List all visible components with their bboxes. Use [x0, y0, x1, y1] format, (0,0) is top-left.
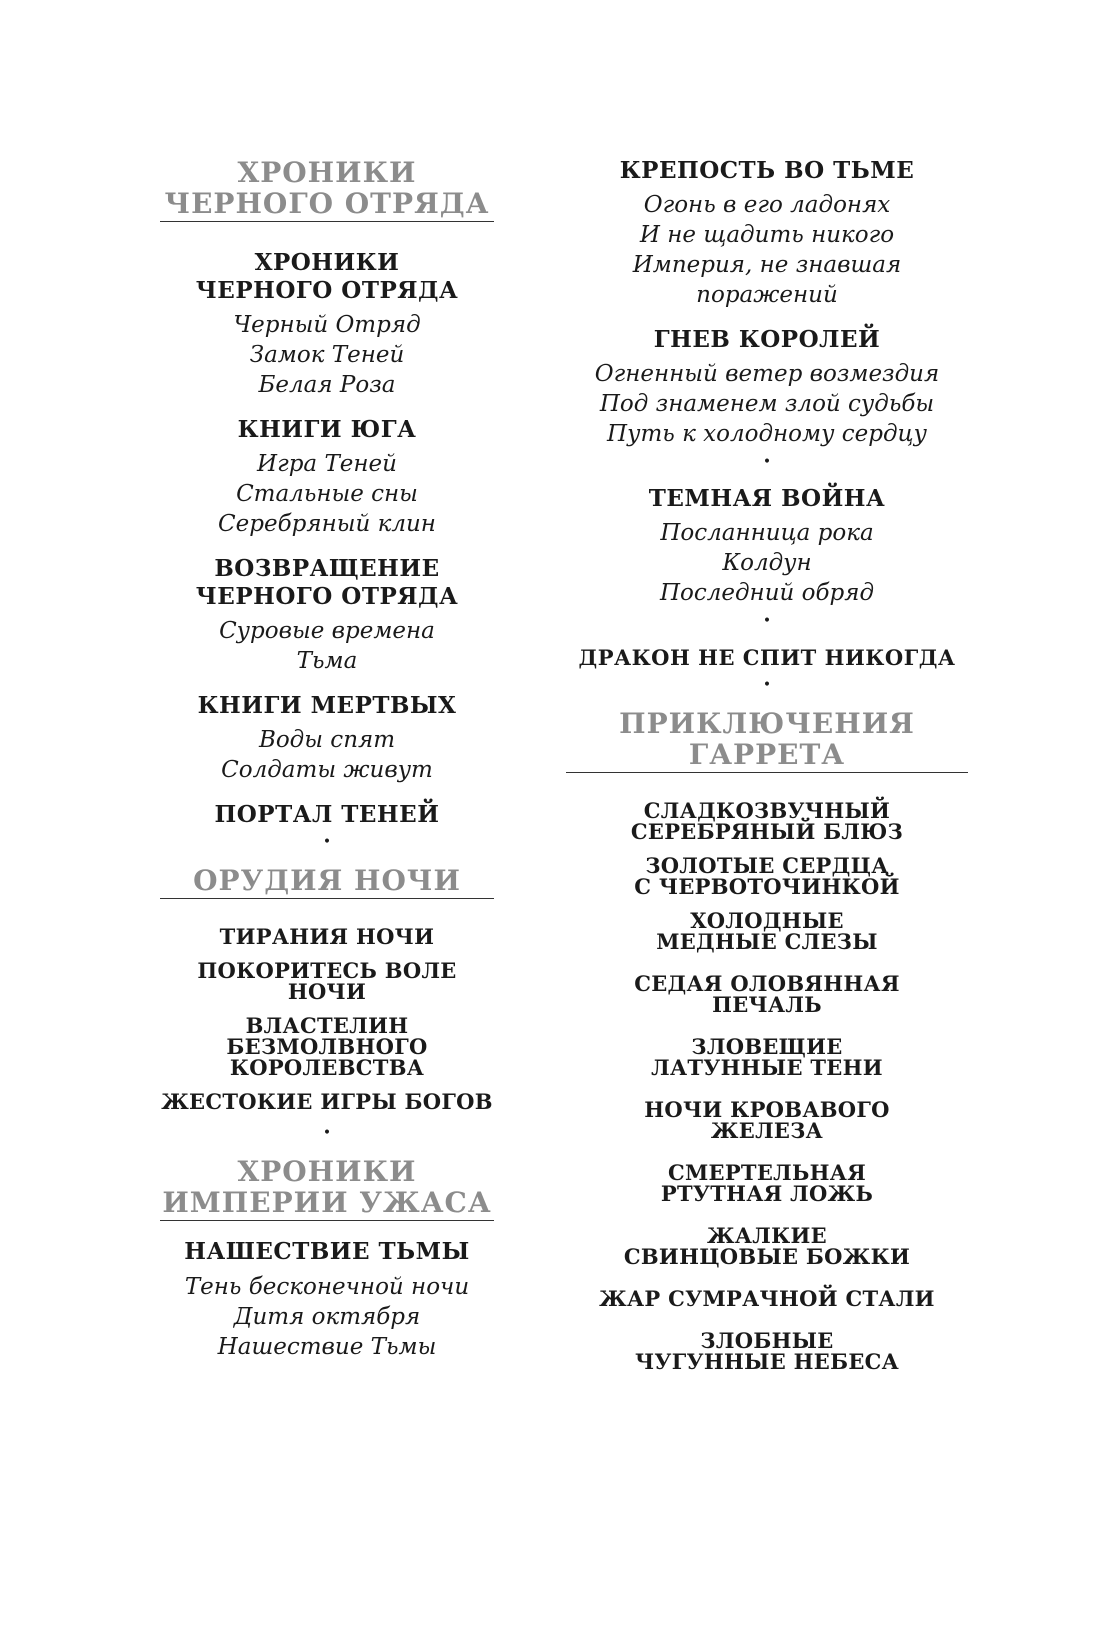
- book-group: [566, 485, 968, 608]
- book-group: [160, 1238, 494, 1362]
- book-list: [160, 616, 494, 676]
- book-title-caps: [566, 1162, 968, 1204]
- title-line: КНИГИ МЕРТВЫХ: [197, 692, 457, 719]
- title-line: НОЧИ КРОВАВОГО: [644, 1097, 890, 1122]
- title-line: СМЕРТЕЛЬНАЯ: [667, 1160, 867, 1185]
- book-title-caps: [566, 1099, 968, 1141]
- series-heading-dread-empire: [160, 1156, 494, 1221]
- group-title: [160, 692, 494, 720]
- title-line: ТИРАНИЯ НОЧИ: [219, 924, 435, 949]
- book-title: Империя, не знавшая поражений: [632, 252, 902, 308]
- heading-line: ИМПЕРИИ УЖАСА: [162, 1186, 492, 1219]
- title-line: ЛАТУННЫЕ ТЕНИ: [651, 1055, 883, 1080]
- book-title-caps: [566, 1225, 968, 1267]
- book-title: Под знаменем злой судьбы: [599, 391, 935, 417]
- title-line: ПОКОРИТЕСЬ ВОЛЕ НОЧИ: [197, 958, 457, 1004]
- title-line: ХРОНИКИ: [254, 249, 400, 276]
- book-title: Нашествие Тьмы: [217, 1334, 437, 1360]
- group-title: ГНЕВ КОРОЛЕЙ: [653, 326, 881, 353]
- title-line: ЧУГУННЫЕ НЕБЕСА: [634, 1349, 900, 1374]
- book-title: Путь к холодному сердцу: [607, 421, 927, 447]
- book-title: Колдун: [722, 550, 812, 576]
- title-line: ЧЕРНОГО ОТРЯДА: [195, 583, 459, 610]
- book-group: [160, 416, 494, 539]
- bullet-separator: •: [762, 677, 772, 693]
- book-title-caps: [566, 1330, 968, 1372]
- book-group: [566, 326, 968, 449]
- book-title: Дитя октября: [233, 1304, 421, 1330]
- title-line: ВЛАСТЕЛИН БЕЗМОЛВНОГО: [226, 1013, 428, 1059]
- title-line: ЖАР СУМРАЧНОЙ СТАЛИ: [599, 1286, 935, 1311]
- bullet-separator: •: [762, 454, 772, 470]
- title-list: [566, 800, 968, 1372]
- book-title-caps: [566, 1288, 968, 1309]
- book-title: Черный Отряд: [233, 312, 421, 338]
- title-line: ПЕЧАЛЬ: [712, 992, 822, 1017]
- book-title-caps: [160, 960, 494, 1002]
- book-title: Посланница рока: [660, 520, 874, 546]
- title-line: ЗЛОБНЫЕ: [700, 1328, 834, 1353]
- book-list: [160, 1272, 494, 1362]
- book-title-caps: [160, 926, 494, 947]
- group-title: КРЕПОСТЬ ВО ТЬМЕ: [619, 157, 915, 184]
- book-group: [566, 157, 968, 310]
- title-line: ЗОЛОТЫЕ СЕРДЦА: [645, 853, 889, 878]
- bullet-separator: •: [322, 1125, 332, 1141]
- title-line: СЕРЕБРЯНЫЙ БЛЮЗ: [630, 819, 904, 844]
- title-line: КОРОЛЕВСТВА: [229, 1055, 425, 1080]
- group-title: ТЕМНАЯ ВОЙНА: [648, 485, 886, 512]
- title-line: СЛАДКОЗВУЧНЫЙ: [643, 798, 891, 823]
- heading-line: ЧЕРНОГО ОТРЯДА: [164, 187, 490, 220]
- group-title: НАШЕСТВИЕ ТЬМЫ: [184, 1238, 470, 1265]
- title-line: СЕДАЯ ОЛОВЯННАЯ: [634, 971, 900, 996]
- book-title-caps: [566, 855, 968, 897]
- book-list: [160, 725, 494, 785]
- book-title: Огненный ветер возмездия: [594, 361, 940, 387]
- title-line: ВОЗВРАЩЕНИЕ: [214, 555, 440, 582]
- book-title: Огонь в его ладонях: [643, 192, 891, 218]
- book-list: [566, 518, 968, 608]
- title-line: ЖЕЛЕЗА: [710, 1118, 824, 1143]
- book-title: Воды спят: [258, 727, 396, 753]
- heading-line: ГАРРЕТА: [688, 738, 846, 771]
- book-list: [160, 449, 494, 539]
- heading-line: ХРОНИКИ: [237, 1155, 417, 1188]
- book-title-caps: [160, 1091, 494, 1112]
- book-title-caps: [566, 910, 968, 952]
- book-title: Последний обряд: [659, 580, 875, 606]
- book-title: Стальные сны: [236, 481, 418, 507]
- heading-line: ХРОНИКИ: [237, 156, 417, 189]
- group-title: [160, 249, 494, 305]
- group-title: [160, 555, 494, 611]
- title-line: МЕДНЫЕ СЛЕЗЫ: [656, 929, 878, 954]
- title-line: С ЧЕРВОТОЧИНКОЙ: [634, 874, 900, 899]
- book-list: [566, 359, 968, 449]
- book-list: [566, 190, 968, 310]
- book-group: [160, 555, 494, 676]
- book-title: Тень бесконечной ночи: [184, 1274, 470, 1300]
- book-title: Серебряный клин: [218, 511, 436, 537]
- book-group: [160, 692, 494, 785]
- group-title: [160, 801, 494, 829]
- right-column: [566, 157, 968, 1372]
- book-title-caps: [566, 1036, 968, 1078]
- left-column: [160, 157, 494, 1362]
- book-title-caps: [566, 800, 968, 842]
- book-title: Солдаты живут: [221, 757, 433, 783]
- group-title: ДРАКОН НЕ СПИТ НИКОГДА: [578, 645, 956, 670]
- book-title: Замок Теней: [249, 342, 405, 368]
- book-title: Игра Теней: [257, 451, 397, 477]
- heading-line: ПРИКЛЮЧЕНИЯ: [619, 707, 915, 740]
- title-line: ЧЕРНОГО ОТРЯДА: [195, 277, 459, 304]
- title-line: РТУТНАЯ ЛОЖЬ: [660, 1181, 874, 1206]
- book-list: [160, 310, 494, 400]
- group-title: [160, 416, 494, 444]
- bullet-separator: •: [322, 834, 332, 850]
- series-heading-black-company: [160, 157, 494, 222]
- title-line: ЖАЛКИЕ: [707, 1223, 827, 1248]
- series-heading-instrumentalities: ОРУДИЯ НОЧИ: [160, 865, 494, 899]
- book-title: Суровые времена: [219, 618, 435, 644]
- title-line: ЗЛОВЕЩИЕ: [691, 1034, 843, 1059]
- series-heading-garrett: [566, 708, 968, 773]
- book-title-caps: [566, 973, 968, 1015]
- book-group: [160, 249, 494, 400]
- book-title: Тьма: [296, 648, 358, 674]
- title-line: ПОРТАЛ ТЕНЕЙ: [214, 801, 440, 828]
- book-title: Белая Роза: [258, 372, 396, 398]
- title-line: ЖЕСТОКИЕ ИГРЫ БОГОВ: [161, 1089, 493, 1114]
- title-line: КНИГИ ЮГА: [237, 416, 417, 443]
- bullet-separator: •: [762, 613, 772, 629]
- book-title: И не щадить никого: [639, 222, 895, 248]
- title-line: СВИНЦОВЫЕ БОЖКИ: [623, 1244, 911, 1269]
- book-title-caps: [160, 1015, 494, 1078]
- title-line: ХОЛОДНЫЕ: [690, 908, 844, 933]
- title-list: [160, 926, 494, 1112]
